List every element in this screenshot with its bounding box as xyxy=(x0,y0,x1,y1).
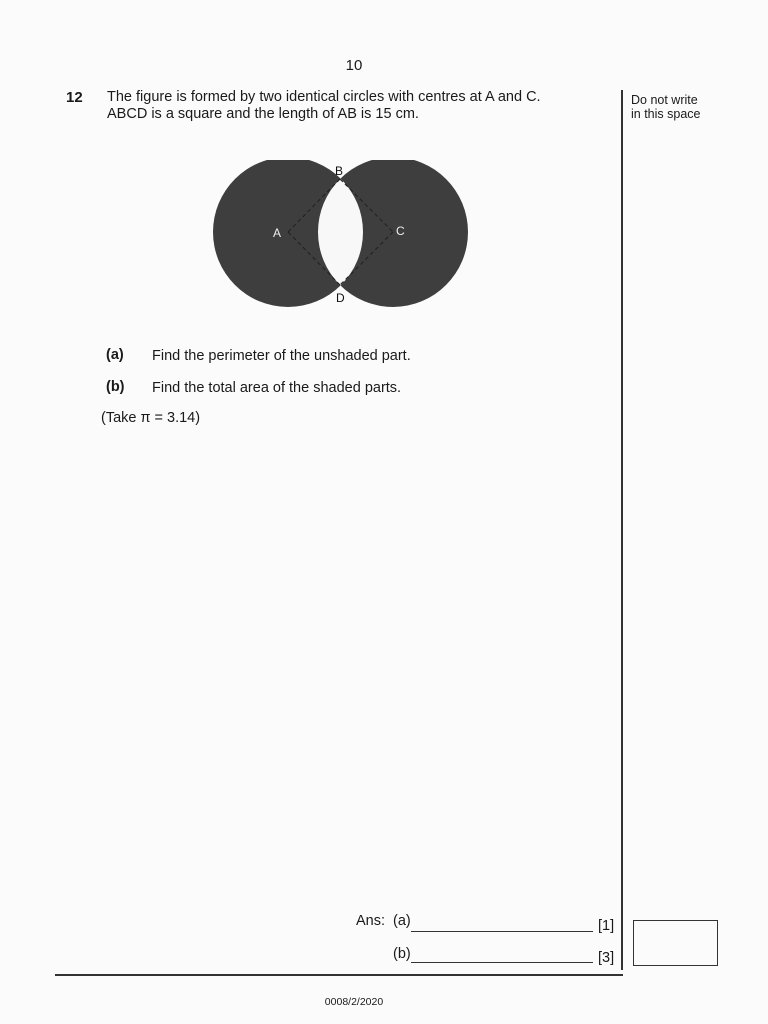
page-number: 10 xyxy=(345,57,363,74)
question-text-line-2: ABCD is a square and the length of AB is 15 cm. xyxy=(107,106,419,122)
margin-note-line-1: Do not write xyxy=(631,93,698,107)
answer-b-marks: [3] xyxy=(598,950,615,966)
question-number: 12 xyxy=(66,89,83,106)
part-a-label: (a) xyxy=(106,347,124,363)
answer-label: Ans: xyxy=(356,913,386,929)
part-a-text: Find the perimeter of the unshaded part. xyxy=(152,348,411,364)
footer-code: 0008/2/2020 xyxy=(324,996,384,1008)
margin-note-line-2: in this space xyxy=(631,107,701,121)
label-c: C xyxy=(396,224,405,238)
margin-rule xyxy=(621,90,623,970)
pi-note: (Take π = 3.14) xyxy=(101,410,201,426)
answer-a-label: (a) xyxy=(393,913,411,929)
answer-a-marks: [1] xyxy=(598,918,615,934)
two-circles-figure xyxy=(210,160,470,310)
answer-b-label: (b) xyxy=(393,946,411,962)
label-d: D xyxy=(336,291,345,305)
part-b-label: (b) xyxy=(106,379,125,395)
answer-b-line[interactable] xyxy=(411,962,593,963)
question-text-line-1: The figure is formed by two identical circles with centres at A and C. xyxy=(107,89,541,105)
answer-a-line[interactable] xyxy=(411,931,593,932)
part-b-text: Find the total area of the shaded parts. xyxy=(152,380,402,396)
label-a: A xyxy=(273,226,282,240)
label-b: B xyxy=(335,164,344,178)
bottom-rule xyxy=(55,974,623,976)
examiner-mark-box xyxy=(633,920,718,966)
